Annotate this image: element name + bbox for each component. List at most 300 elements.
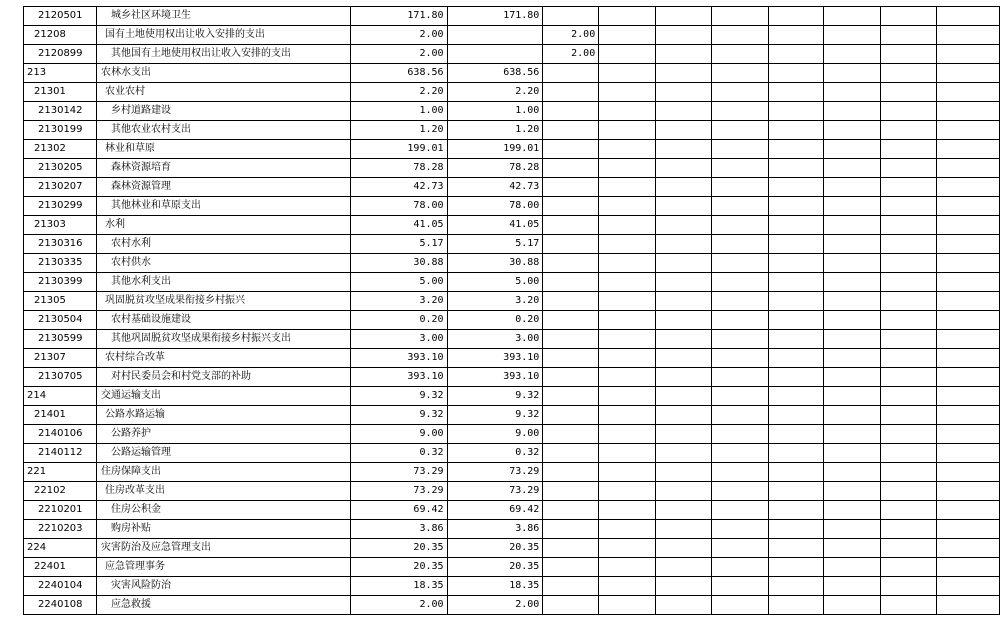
empty-cell: [768, 64, 824, 83]
table-row: [24, 235, 1000, 254]
empty-cell: [824, 539, 881, 558]
table-row: [24, 520, 1000, 539]
project-expense-cell: [543, 159, 599, 178]
project-expense-cell: [543, 311, 599, 330]
empty-cell: [824, 311, 881, 330]
subject-code-cell: 2140106: [24, 425, 97, 444]
basic-expense-cell: 73.29: [447, 463, 543, 482]
total-amount-cell: 3.00: [350, 330, 447, 349]
empty-cell: [937, 311, 1000, 330]
empty-cell: [711, 387, 768, 406]
empty-cell: [768, 387, 824, 406]
empty-cell: [599, 292, 656, 311]
empty-cell: [656, 444, 712, 463]
empty-cell: [768, 178, 824, 197]
empty-cell: [656, 292, 712, 311]
subject-code-cell: 2130504: [24, 311, 97, 330]
empty-cell: [599, 140, 656, 159]
empty-cell: [768, 406, 824, 425]
subject-code-cell: 2130705: [24, 368, 97, 387]
total-amount-cell: 2.00: [350, 596, 447, 615]
subject-name-cell: 应急管理事务: [96, 558, 350, 577]
table-row: [24, 577, 1000, 596]
empty-cell: [937, 501, 1000, 520]
subject-code-cell: 21301: [24, 83, 97, 102]
empty-cell: [881, 273, 937, 292]
subject-name-cell: 农村水利: [96, 235, 350, 254]
empty-cell: [656, 406, 712, 425]
empty-cell: [656, 349, 712, 368]
empty-cell: [656, 501, 712, 520]
subject-name-cell: 乡村道路建设: [96, 102, 350, 121]
empty-cell: [768, 254, 824, 273]
project-expense-cell: [543, 444, 599, 463]
basic-expense-cell: 9.32: [447, 406, 543, 425]
empty-cell: [656, 254, 712, 273]
empty-cell: [656, 197, 712, 216]
empty-cell: [768, 520, 824, 539]
empty-cell: [937, 121, 1000, 140]
empty-cell: [937, 596, 1000, 615]
project-expense-cell: [543, 216, 599, 235]
empty-cell: [937, 45, 1000, 64]
empty-cell: [711, 463, 768, 482]
basic-expense-cell: 171.80: [447, 7, 543, 26]
subject-code-cell: 2130205: [24, 159, 97, 178]
empty-cell: [937, 387, 1000, 406]
empty-cell: [711, 292, 768, 311]
empty-cell: [599, 558, 656, 577]
project-expense-cell: [543, 349, 599, 368]
empty-cell: [881, 577, 937, 596]
empty-cell: [711, 83, 768, 102]
empty-cell: [824, 26, 881, 45]
project-expense-cell: [543, 425, 599, 444]
empty-cell: [599, 463, 656, 482]
subject-name-cell: 交通运输支出: [96, 387, 350, 406]
empty-cell: [937, 292, 1000, 311]
empty-cell: [768, 482, 824, 501]
subject-name-cell: 农林水支出: [96, 64, 350, 83]
empty-cell: [711, 254, 768, 273]
table-row: [24, 596, 1000, 615]
basic-expense-cell: [447, 26, 543, 45]
empty-cell: [881, 159, 937, 178]
subject-name-cell: 农业农村: [96, 83, 350, 102]
empty-cell: [937, 577, 1000, 596]
basic-expense-cell: 9.00: [447, 425, 543, 444]
empty-cell: [656, 311, 712, 330]
basic-expense-cell: 638.56: [447, 64, 543, 83]
empty-cell: [881, 368, 937, 387]
empty-cell: [824, 197, 881, 216]
project-expense-cell: [543, 64, 599, 83]
subject-name-cell: 其他巩固脱贫攻坚成果衔接乡村振兴支出: [96, 330, 350, 349]
basic-expense-cell: 78.28: [447, 159, 543, 178]
empty-cell: [768, 501, 824, 520]
empty-cell: [599, 539, 656, 558]
table-body: [24, 7, 1000, 615]
empty-cell: [656, 577, 712, 596]
empty-cell: [824, 482, 881, 501]
total-amount-cell: 78.00: [350, 197, 447, 216]
table-row: [24, 216, 1000, 235]
empty-cell: [599, 45, 656, 64]
subject-name-cell: 巩固脱贫攻坚成果衔接乡村振兴: [96, 292, 350, 311]
subject-code-cell: 21302: [24, 140, 97, 159]
subject-code-cell: 2240108: [24, 596, 97, 615]
empty-cell: [599, 254, 656, 273]
empty-cell: [711, 349, 768, 368]
empty-cell: [937, 178, 1000, 197]
empty-cell: [824, 596, 881, 615]
empty-cell: [937, 406, 1000, 425]
empty-cell: [768, 102, 824, 121]
total-amount-cell: 0.32: [350, 444, 447, 463]
empty-cell: [824, 463, 881, 482]
table-row: [24, 482, 1000, 501]
empty-cell: [937, 368, 1000, 387]
empty-cell: [937, 26, 1000, 45]
table-row: [24, 425, 1000, 444]
empty-cell: [824, 349, 881, 368]
empty-cell: [711, 7, 768, 26]
empty-cell: [711, 140, 768, 159]
subject-name-cell: 灾害风险防治: [96, 577, 350, 596]
empty-cell: [824, 102, 881, 121]
empty-cell: [937, 235, 1000, 254]
empty-cell: [768, 159, 824, 178]
empty-cell: [824, 501, 881, 520]
empty-cell: [768, 197, 824, 216]
empty-cell: [656, 64, 712, 83]
empty-cell: [599, 425, 656, 444]
total-amount-cell: 20.35: [350, 558, 447, 577]
empty-cell: [656, 463, 712, 482]
total-amount-cell: 42.73: [350, 178, 447, 197]
empty-cell: [711, 368, 768, 387]
empty-cell: [881, 406, 937, 425]
empty-cell: [768, 7, 824, 26]
empty-cell: [768, 216, 824, 235]
total-amount-cell: 9.32: [350, 406, 447, 425]
subject-name-cell: 国有土地使用权出让收入安排的支出: [96, 26, 350, 45]
total-amount-cell: 3.20: [350, 292, 447, 311]
table-row: [24, 64, 1000, 83]
basic-expense-cell: 393.10: [447, 368, 543, 387]
empty-cell: [768, 596, 824, 615]
basic-expense-cell: 20.35: [447, 539, 543, 558]
empty-cell: [599, 7, 656, 26]
subject-name-cell: 公路水路运输: [96, 406, 350, 425]
empty-cell: [768, 577, 824, 596]
empty-cell: [937, 102, 1000, 121]
empty-cell: [768, 539, 824, 558]
empty-cell: [824, 45, 881, 64]
basic-expense-cell: 18.35: [447, 577, 543, 596]
table-row: [24, 178, 1000, 197]
empty-cell: [711, 330, 768, 349]
basic-expense-cell: 3.86: [447, 520, 543, 539]
empty-cell: [768, 292, 824, 311]
basic-expense-cell: 5.00: [447, 273, 543, 292]
empty-cell: [711, 520, 768, 539]
total-amount-cell: 2.20: [350, 83, 447, 102]
empty-cell: [599, 159, 656, 178]
subject-name-cell: 住房改革支出: [96, 482, 350, 501]
subject-code-cell: 224: [24, 539, 97, 558]
empty-cell: [824, 520, 881, 539]
total-amount-cell: 9.32: [350, 387, 447, 406]
empty-cell: [881, 216, 937, 235]
table-row: [24, 26, 1000, 45]
empty-cell: [711, 539, 768, 558]
empty-cell: [881, 311, 937, 330]
empty-cell: [656, 425, 712, 444]
subject-code-cell: 214: [24, 387, 97, 406]
empty-cell: [768, 463, 824, 482]
table-row: [24, 406, 1000, 425]
empty-cell: [881, 121, 937, 140]
project-expense-cell: [543, 292, 599, 311]
total-amount-cell: 20.35: [350, 539, 447, 558]
empty-cell: [711, 26, 768, 45]
table-row: [24, 539, 1000, 558]
basic-expense-cell: 1.00: [447, 102, 543, 121]
empty-cell: [599, 311, 656, 330]
table-row: [24, 140, 1000, 159]
basic-expense-cell: 9.32: [447, 387, 543, 406]
basic-expense-cell: 73.29: [447, 482, 543, 501]
empty-cell: [881, 178, 937, 197]
empty-cell: [768, 121, 824, 140]
empty-cell: [824, 387, 881, 406]
empty-cell: [937, 520, 1000, 539]
table-row: [24, 102, 1000, 121]
empty-cell: [937, 197, 1000, 216]
empty-cell: [768, 349, 824, 368]
subject-code-cell: 2130142: [24, 102, 97, 121]
basic-expense-cell: 2.20: [447, 83, 543, 102]
empty-cell: [881, 102, 937, 121]
table-row: [24, 254, 1000, 273]
empty-cell: [711, 273, 768, 292]
empty-cell: [768, 83, 824, 102]
empty-cell: [937, 83, 1000, 102]
empty-cell: [599, 273, 656, 292]
empty-cell: [824, 406, 881, 425]
table-row: [24, 197, 1000, 216]
total-amount-cell: 393.10: [350, 349, 447, 368]
empty-cell: [711, 311, 768, 330]
empty-cell: [768, 330, 824, 349]
total-amount-cell: 1.20: [350, 121, 447, 140]
empty-cell: [937, 7, 1000, 26]
subject-code-cell: 2140112: [24, 444, 97, 463]
empty-cell: [881, 235, 937, 254]
empty-cell: [656, 330, 712, 349]
project-expense-cell: [543, 482, 599, 501]
project-expense-cell: [543, 539, 599, 558]
empty-cell: [711, 178, 768, 197]
empty-cell: [937, 330, 1000, 349]
empty-cell: [711, 159, 768, 178]
total-amount-cell: 18.35: [350, 577, 447, 596]
empty-cell: [599, 330, 656, 349]
empty-cell: [656, 558, 712, 577]
empty-cell: [881, 330, 937, 349]
empty-cell: [711, 406, 768, 425]
project-expense-cell: [543, 368, 599, 387]
empty-cell: [824, 558, 881, 577]
empty-cell: [768, 311, 824, 330]
empty-cell: [768, 235, 824, 254]
basic-expense-cell: 20.35: [447, 558, 543, 577]
subject-name-cell: 农村综合改革: [96, 349, 350, 368]
empty-cell: [599, 216, 656, 235]
empty-cell: [768, 140, 824, 159]
empty-cell: [824, 330, 881, 349]
table-row: [24, 121, 1000, 140]
basic-expense-cell: 3.20: [447, 292, 543, 311]
subject-code-cell: 2130299: [24, 197, 97, 216]
subject-code-cell: 2240104: [24, 577, 97, 596]
empty-cell: [881, 558, 937, 577]
table-row: [24, 45, 1000, 64]
total-amount-cell: 0.20: [350, 311, 447, 330]
project-expense-cell: [543, 596, 599, 615]
basic-expense-cell: 5.17: [447, 235, 543, 254]
subject-code-cell: 2120501: [24, 7, 97, 26]
empty-cell: [599, 64, 656, 83]
empty-cell: [599, 349, 656, 368]
empty-cell: [656, 140, 712, 159]
empty-cell: [768, 26, 824, 45]
empty-cell: [881, 292, 937, 311]
subject-code-cell: 2210201: [24, 501, 97, 520]
total-amount-cell: 78.28: [350, 159, 447, 178]
empty-cell: [881, 596, 937, 615]
subject-code-cell: 22102: [24, 482, 97, 501]
subject-name-cell: 应急救援: [96, 596, 350, 615]
subject-code-cell: 2130399: [24, 273, 97, 292]
empty-cell: [881, 501, 937, 520]
empty-cell: [824, 254, 881, 273]
empty-cell: [656, 520, 712, 539]
project-expense-cell: [543, 520, 599, 539]
empty-cell: [656, 45, 712, 64]
total-amount-cell: 393.10: [350, 368, 447, 387]
empty-cell: [824, 425, 881, 444]
basic-expense-cell: 199.01: [447, 140, 543, 159]
empty-cell: [824, 292, 881, 311]
empty-cell: [599, 235, 656, 254]
empty-cell: [937, 558, 1000, 577]
subject-code-cell: 21305: [24, 292, 97, 311]
project-expense-cell: [543, 577, 599, 596]
empty-cell: [881, 7, 937, 26]
empty-cell: [656, 482, 712, 501]
subject-name-cell: 其他水利支出: [96, 273, 350, 292]
subject-code-cell: 213: [24, 64, 97, 83]
total-amount-cell: 30.88: [350, 254, 447, 273]
empty-cell: [937, 539, 1000, 558]
empty-cell: [881, 254, 937, 273]
subject-code-cell: 2120899: [24, 45, 97, 64]
subject-code-cell: 21401: [24, 406, 97, 425]
subject-code-cell: 2130207: [24, 178, 97, 197]
total-amount-cell: 638.56: [350, 64, 447, 83]
basic-expense-cell: 30.88: [447, 254, 543, 273]
subject-name-cell: 森林资源培育: [96, 159, 350, 178]
empty-cell: [599, 26, 656, 45]
subject-code-cell: 22401: [24, 558, 97, 577]
project-expense-cell: [543, 254, 599, 273]
empty-cell: [599, 596, 656, 615]
basic-expense-cell: 2.00: [447, 596, 543, 615]
total-amount-cell: 2.00: [350, 45, 447, 64]
empty-cell: [656, 121, 712, 140]
basic-expense-cell: 69.42: [447, 501, 543, 520]
project-expense-cell: [543, 197, 599, 216]
empty-cell: [599, 368, 656, 387]
subject-name-cell: 对村民委员会和村党支部的补助: [96, 368, 350, 387]
empty-cell: [937, 254, 1000, 273]
project-expense-cell: [543, 273, 599, 292]
project-expense-cell: 2.00: [543, 45, 599, 64]
subject-code-cell: 2130599: [24, 330, 97, 349]
empty-cell: [824, 159, 881, 178]
empty-cell: [937, 463, 1000, 482]
total-amount-cell: 41.05: [350, 216, 447, 235]
table-row: [24, 444, 1000, 463]
basic-expense-cell: 41.05: [447, 216, 543, 235]
basic-expense-cell: 78.00: [447, 197, 543, 216]
empty-cell: [824, 444, 881, 463]
subject-name-cell: 林业和草原: [96, 140, 350, 159]
empty-cell: [881, 482, 937, 501]
empty-cell: [937, 273, 1000, 292]
subject-name-cell: 水利: [96, 216, 350, 235]
empty-cell: [711, 577, 768, 596]
total-amount-cell: 5.00: [350, 273, 447, 292]
subject-name-cell: 森林资源管理: [96, 178, 350, 197]
empty-cell: [656, 159, 712, 178]
empty-cell: [656, 387, 712, 406]
subject-code-cell: 21303: [24, 216, 97, 235]
project-expense-cell: [543, 558, 599, 577]
project-expense-cell: [543, 330, 599, 349]
subject-name-cell: 其他林业和草原支出: [96, 197, 350, 216]
empty-cell: [711, 197, 768, 216]
empty-cell: [656, 368, 712, 387]
project-expense-cell: [543, 102, 599, 121]
empty-cell: [937, 216, 1000, 235]
empty-cell: [599, 178, 656, 197]
subject-code-cell: 2130335: [24, 254, 97, 273]
project-expense-cell: [543, 83, 599, 102]
empty-cell: [599, 121, 656, 140]
basic-expense-cell: 0.32: [447, 444, 543, 463]
empty-cell: [881, 26, 937, 45]
empty-cell: [881, 387, 937, 406]
subject-name-cell: 住房公积金: [96, 501, 350, 520]
empty-cell: [768, 45, 824, 64]
project-expense-cell: [543, 501, 599, 520]
empty-cell: [656, 102, 712, 121]
empty-cell: [768, 558, 824, 577]
empty-cell: [656, 273, 712, 292]
